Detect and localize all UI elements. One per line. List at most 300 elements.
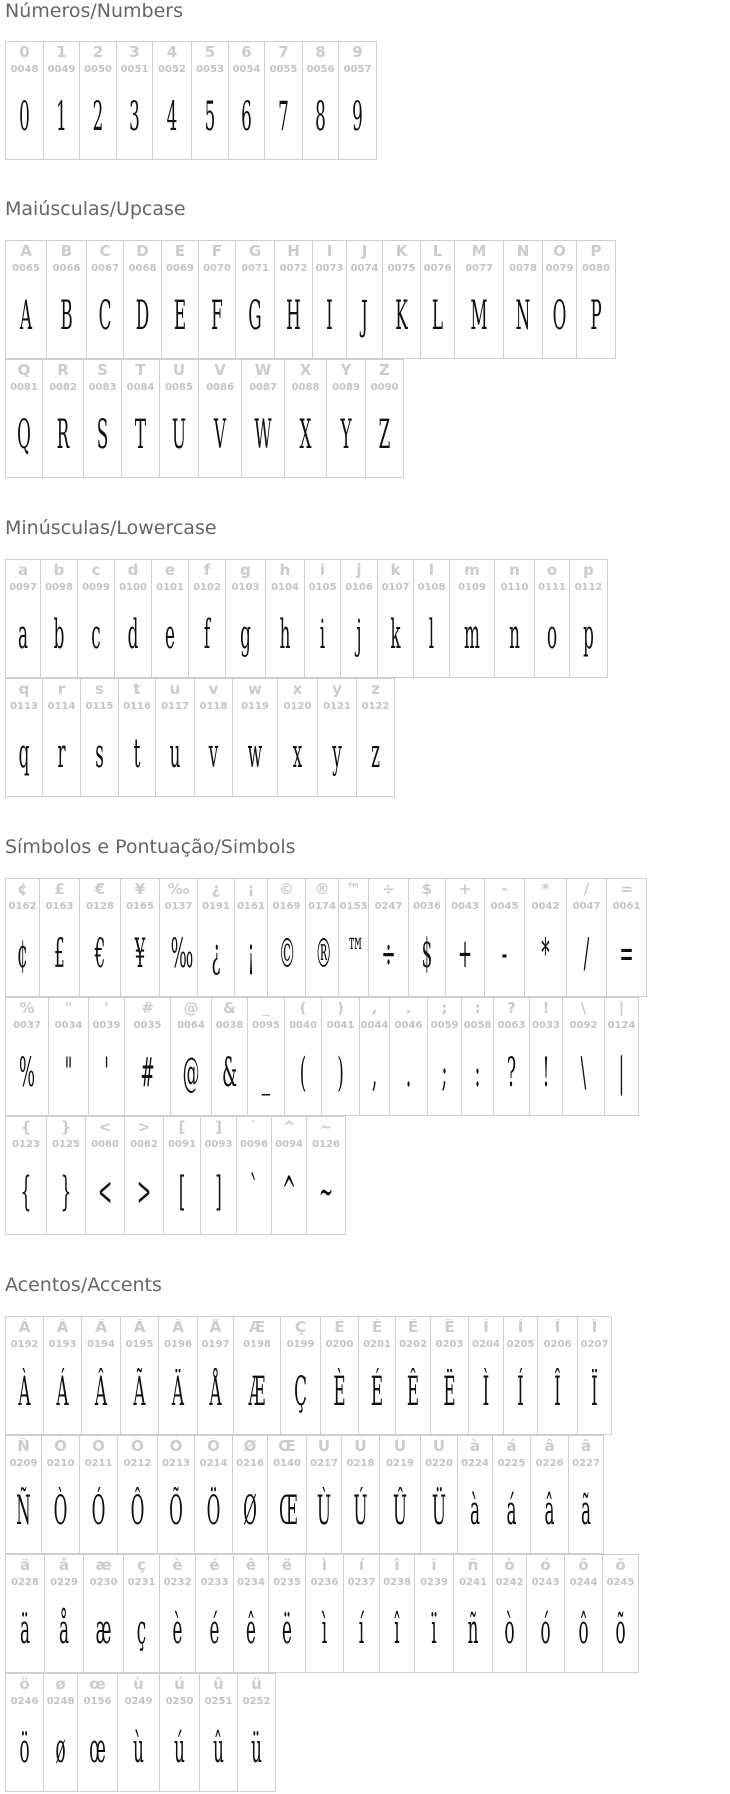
glyph-code: 0199 <box>286 1339 315 1350</box>
glyph-sample: ‰ <box>170 931 194 977</box>
glyph-sample: Á <box>56 1369 69 1415</box>
glyph-cell <box>226 560 266 677</box>
glyph-code: 0048 <box>10 64 39 75</box>
glyph-cell <box>339 42 377 159</box>
glyph-sample: Ü <box>431 1488 447 1534</box>
glyph-code: 0066 <box>52 263 81 274</box>
glyph-sample: € <box>94 931 106 977</box>
glyph-char-label: é <box>209 1557 220 1573</box>
glyph-char-label: u <box>169 681 181 697</box>
glyph-char-label: Ö <box>207 1438 220 1454</box>
glyph-cell <box>43 679 81 796</box>
glyph-char-label: \ <box>580 1000 587 1016</box>
glyph-char-label: œ <box>89 1676 106 1692</box>
glyph-code: 0106 <box>345 582 373 593</box>
glyph-sample: [ <box>178 1169 186 1215</box>
glyph-code: 0087 <box>249 382 277 393</box>
glyph-code: 0162 <box>8 901 37 912</box>
glyph-cell <box>344 1555 380 1672</box>
glyph-char-label: Ó <box>92 1438 105 1454</box>
glyph-row-upcase-2 <box>5 359 404 478</box>
glyph-char-label: d <box>127 562 139 578</box>
glyph-sample: Ó <box>91 1488 106 1534</box>
glyph-sample: Í <box>517 1369 524 1415</box>
glyph-cell <box>121 879 160 996</box>
glyph-cell <box>446 879 485 996</box>
glyph-cell <box>195 1436 233 1553</box>
glyph-sample: 3 <box>129 94 140 140</box>
glyph-code: 0203 <box>435 1339 464 1350</box>
glyph-char-label: + <box>458 881 472 897</box>
glyph-sample: g <box>240 612 251 658</box>
glyph-char-label: 1 <box>56 44 67 60</box>
glyph-sample: è <box>172 1607 183 1653</box>
glyph-code: 0108 <box>417 582 446 593</box>
glyph-char-label: À <box>18 1319 31 1335</box>
glyph-cell <box>160 1674 200 1791</box>
glyph-cell <box>570 560 608 677</box>
glyph-sample: Î <box>554 1369 561 1415</box>
glyph-code: 0216 <box>236 1458 264 1469</box>
glyph-code: 0231 <box>127 1577 156 1588</box>
glyph-code: 0039 <box>92 1020 121 1031</box>
glyph-code: 0068 <box>128 263 157 274</box>
glyph-code: 0109 <box>458 582 486 593</box>
glyph-code: 0241 <box>459 1577 487 1588</box>
glyph-cell <box>369 879 409 996</box>
glyph-char-label: Ñ <box>17 1438 30 1454</box>
glyph-cell <box>41 560 78 677</box>
glyph-row-upcase-1 <box>5 240 616 359</box>
glyph-code: 0195 <box>125 1339 154 1350</box>
glyph-cell <box>87 241 124 358</box>
glyph-char-label: ‰ <box>167 881 190 897</box>
glyph-cell <box>347 241 383 358</box>
glyph-char-label: w <box>248 681 262 697</box>
glyph-cell <box>156 679 195 796</box>
glyph-sample: È <box>333 1369 346 1415</box>
glyph-sample: | <box>618 1050 625 1096</box>
glyph-char-label: F <box>211 243 223 259</box>
glyph-cell <box>450 560 495 677</box>
glyph-cell <box>43 360 84 477</box>
glyph-sample: Q <box>17 412 31 458</box>
glyph-row-accents-4 <box>5 1673 276 1792</box>
glyph-char-label: È <box>334 1319 345 1335</box>
glyph-sample: 8 <box>315 94 326 140</box>
glyph-cell <box>198 879 235 996</box>
glyph-cell <box>159 1317 198 1434</box>
glyph-code: 0126 <box>312 1139 340 1150</box>
glyph-char-label: U <box>172 362 186 378</box>
glyph-char-label: { <box>20 1119 32 1135</box>
glyph-char-label: Á <box>56 1319 69 1335</box>
glyph-code: 0153 <box>339 901 368 912</box>
glyph-cell <box>248 998 285 1115</box>
glyph-code: 0245 <box>606 1577 635 1588</box>
glyph-cell <box>285 998 322 1115</box>
glyph-cell <box>6 1674 44 1791</box>
glyph-code: 0036 <box>413 901 441 912</box>
glyph-char-label: B <box>60 243 73 259</box>
glyph-sample: Ñ <box>16 1488 31 1534</box>
glyph-code: 0226 <box>535 1458 564 1469</box>
glyph-sample: , <box>371 1050 378 1096</box>
glyph-code: 0204 <box>472 1339 500 1350</box>
glyph-cell <box>158 1436 195 1553</box>
glyph-cell <box>495 560 535 677</box>
section-title-symbols: Símbolos e Pontuação/Simbols <box>5 836 296 858</box>
glyph-sample: = <box>619 931 634 977</box>
glyph-sample: á <box>506 1488 517 1534</box>
glyph-code: 0242 <box>495 1577 524 1588</box>
glyph-char-label: D <box>136 243 149 259</box>
glyph-cell <box>189 560 226 677</box>
glyph-code: 0074 <box>350 263 379 274</box>
glyph-cell <box>455 241 504 358</box>
glyph-cell <box>192 42 229 159</box>
glyph-sample: A <box>19 293 33 339</box>
glyph-code: 0059 <box>430 1020 459 1031</box>
glyph-cell <box>493 1436 531 1553</box>
glyph-char-label: A <box>20 243 32 259</box>
glyph-char-label: ü <box>251 1676 262 1692</box>
glyph-sample: É <box>370 1369 384 1415</box>
glyph-cell <box>164 1117 201 1234</box>
glyph-code: 0219 <box>386 1458 414 1469</box>
glyph-char-label: 2 <box>92 44 104 60</box>
glyph-sample: ] <box>215 1169 222 1215</box>
glyph-char-label: Z <box>379 362 390 378</box>
glyph-cell <box>160 879 198 996</box>
glyph-code: 0093 <box>204 1139 233 1150</box>
glyph-row-accents-1 <box>5 1316 612 1435</box>
glyph-char-label: Î <box>554 1319 561 1335</box>
glyph-code: 0054 <box>232 64 261 75</box>
glyph-code: 0095 <box>252 1020 280 1031</box>
glyph-cell <box>414 560 450 677</box>
glyph-cell <box>6 879 40 996</box>
glyph-char-label: q <box>18 681 30 697</box>
glyph-sample: ó <box>540 1607 551 1653</box>
glyph-sample: 7 <box>278 94 289 140</box>
glyph-sample: r <box>57 731 66 777</box>
glyph-sample: t <box>133 731 141 777</box>
glyph-char-label: # <box>141 1000 154 1016</box>
glyph-cell <box>199 241 236 358</box>
glyph-code: 0125 <box>52 1139 80 1150</box>
glyph-cell <box>366 360 404 477</box>
glyph-char-label: ò <box>504 1557 515 1573</box>
glyph-code: 0070 <box>203 263 231 274</box>
glyph-row-accents-3 <box>5 1554 639 1673</box>
glyph-cell <box>6 998 49 1115</box>
glyph-char-label: ? <box>507 1000 516 1016</box>
glyph-sample: ô <box>578 1607 589 1653</box>
glyph-cell <box>171 998 212 1115</box>
glyph-code: 0115 <box>85 701 114 712</box>
glyph-char-label: H <box>287 243 300 259</box>
glyph-sample: À <box>18 1369 31 1415</box>
glyph-cell <box>235 879 268 996</box>
glyph-code: 0060 <box>91 1139 119 1150</box>
glyph-sample: Æ <box>248 1369 266 1415</box>
glyph-char-label: î <box>394 1557 400 1573</box>
glyph-char-label: à <box>469 1438 481 1454</box>
glyph-cell <box>86 1117 125 1234</box>
glyph-cell <box>306 1555 344 1672</box>
glyph-char-label: Ü <box>432 1438 446 1454</box>
glyph-code: 0224 <box>461 1458 489 1469</box>
glyph-cell <box>119 679 156 796</box>
glyph-sample: ë <box>282 1607 292 1653</box>
glyph-sample: i <box>319 612 326 658</box>
glyph-cell <box>396 1317 431 1434</box>
glyph-sample: $ <box>421 931 433 977</box>
glyph-cell <box>272 1117 307 1234</box>
glyph-sample: k <box>390 612 401 658</box>
glyph-code: 0230 <box>89 1577 118 1588</box>
glyph-sample: ç <box>136 1607 147 1653</box>
glyph-sample: l <box>428 612 435 658</box>
glyph-char-label: ó <box>540 1557 551 1573</box>
glyph-code: 0246 <box>10 1696 39 1707</box>
glyph-sample: â <box>544 1488 555 1534</box>
glyph-sample: ü <box>251 1726 262 1772</box>
glyph-char-label: Ê <box>407 1319 419 1335</box>
glyph-code: 0214 <box>199 1458 228 1469</box>
glyph-code: 0053 <box>196 64 224 75</box>
glyph-cell <box>45 1555 84 1672</box>
glyph-char-label: 8 <box>315 44 326 60</box>
glyph-cell <box>47 1117 86 1234</box>
glyph-sample: e <box>165 612 175 658</box>
glyph-cell <box>543 241 577 358</box>
glyph-char-label: Ù <box>317 1438 331 1454</box>
glyph-sample: ¢ <box>17 931 28 977</box>
glyph-code: 0174 <box>308 901 336 912</box>
glyph-cell <box>160 1555 196 1672</box>
glyph-cell <box>605 998 639 1115</box>
glyph-cell <box>200 1674 238 1791</box>
glyph-code: 0052 <box>158 64 186 75</box>
glyph-code: 0105 <box>308 582 337 593</box>
glyph-sample: P <box>590 293 602 339</box>
glyph-cell <box>390 998 428 1115</box>
glyph-char-label: ) <box>337 1000 344 1016</box>
glyph-cell <box>535 560 570 677</box>
glyph-code: 0082 <box>49 382 77 393</box>
glyph-code: 0040 <box>289 1020 317 1031</box>
glyph-sample: ï <box>431 1607 437 1653</box>
glyph-sample: % <box>19 1050 35 1096</box>
glyph-code: 0072 <box>279 263 308 274</box>
glyph-cell <box>378 560 414 677</box>
glyph-sample: a <box>17 612 29 658</box>
glyph-code: 0123 <box>12 1139 40 1150</box>
glyph-char-label: ! <box>542 1000 550 1016</box>
glyph-code: 0249 <box>124 1696 153 1707</box>
glyph-code: 0050 <box>84 64 112 75</box>
glyph-code: 0045 <box>490 901 519 912</box>
glyph-cell <box>242 360 285 477</box>
glyph-char-label: * <box>541 881 550 897</box>
glyph-sample: C <box>98 293 112 339</box>
glyph-char-label: © <box>279 881 294 897</box>
glyph-code: 0213 <box>162 1458 190 1469</box>
glyph-char-label: ë <box>281 1557 293 1573</box>
glyph-char-label: Ø <box>243 1438 257 1454</box>
glyph-sample: ® <box>315 931 333 977</box>
glyph-cell <box>124 1555 160 1672</box>
glyph-cell <box>380 1436 421 1553</box>
glyph-code: 0112 <box>574 582 603 593</box>
glyph-code: 0047 <box>572 901 601 912</box>
glyph-sample: L <box>431 293 444 339</box>
glyph-char-label: ® <box>314 881 330 897</box>
glyph-code: 0120 <box>283 701 312 712</box>
glyph-code: 0104 <box>271 582 299 593</box>
glyph-cell <box>6 1317 44 1434</box>
glyph-sample: Ô <box>130 1488 145 1534</box>
glyph-cell <box>89 998 125 1115</box>
glyph-sample: D <box>135 293 150 339</box>
glyph-char-label: ç <box>137 1557 146 1573</box>
glyph-code: 0102 <box>193 582 221 593</box>
glyph-cell <box>80 879 121 996</box>
glyph-cell <box>6 42 44 159</box>
glyph-char-label: y <box>332 681 342 697</box>
glyph-char-label: z <box>371 681 380 697</box>
glyph-sample: Ø <box>243 1488 257 1534</box>
glyph-cell <box>198 1317 234 1434</box>
glyph-cell <box>84 360 122 477</box>
glyph-code: 0080 <box>582 263 610 274</box>
glyph-code: 0090 <box>370 382 399 393</box>
glyph-sample: 6 <box>241 94 252 140</box>
glyph-sample: Ë <box>443 1369 456 1415</box>
section-title-numbers: Números/Numbers <box>5 0 183 22</box>
glyph-char-label: R <box>57 362 69 378</box>
glyph-cell <box>409 879 446 996</box>
glyph-char-label: s <box>95 681 104 697</box>
glyph-cell <box>421 241 455 358</box>
glyph-char-label: ì <box>321 1557 328 1573</box>
glyph-cell <box>125 1117 164 1234</box>
glyph-cell <box>122 360 160 477</box>
glyph-char-label: ä <box>19 1557 31 1573</box>
glyph-code: 0088 <box>291 382 320 393</box>
glyph-sample: ã <box>580 1488 592 1534</box>
glyph-char-label: Ú <box>354 1438 367 1454</box>
glyph-code: 0055 <box>269 64 298 75</box>
glyph-char-label: 7 <box>278 44 289 60</box>
glyph-sample: ò <box>504 1607 515 1653</box>
glyph-code: 0212 <box>123 1458 152 1469</box>
glyph-sample: J <box>361 293 368 339</box>
glyph-code: 0197 <box>201 1339 230 1350</box>
glyph-sample: ä <box>19 1607 31 1653</box>
glyph-sample: d <box>127 612 139 658</box>
glyph-char-label: [ <box>178 1119 186 1135</box>
glyph-cell <box>275 241 313 358</box>
glyph-cell <box>341 560 378 677</box>
glyph-sample: Ö <box>206 1488 221 1534</box>
glyph-sample: © <box>278 931 296 977</box>
glyph-code: 0118 <box>199 701 228 712</box>
glyph-code: 0062 <box>130 1139 158 1150</box>
glyph-sample: c <box>91 612 101 658</box>
glyph-sample: ` <box>249 1169 259 1215</box>
glyph-code: 0193 <box>48 1339 77 1350</box>
glyph-sample: Ï <box>591 1369 598 1415</box>
glyph-cell <box>569 1436 604 1553</box>
glyph-code: 0121 <box>323 701 351 712</box>
glyph-char-label: Ô <box>131 1438 144 1454</box>
glyph-sample: j <box>356 612 362 658</box>
glyph-char-label: 5 <box>204 44 216 60</box>
glyph-code: 0098 <box>45 582 73 593</box>
glyph-sample: é <box>209 1607 220 1653</box>
glyph-sample: @ <box>182 1050 200 1096</box>
glyph-code: 0196 <box>164 1339 192 1350</box>
glyph-cell <box>565 1555 603 1672</box>
glyph-char-label: Æ <box>248 1319 266 1335</box>
glyph-code: 0201 <box>363 1339 391 1350</box>
glyph-char-label: Â <box>95 1319 107 1335</box>
glyph-char-label: . <box>405 1000 412 1016</box>
glyph-sample: p <box>583 612 594 658</box>
glyph-sample: Ã <box>133 1369 146 1415</box>
glyph-code: 0218 <box>346 1458 375 1469</box>
glyph-cell <box>360 998 390 1115</box>
glyph-sample: - <box>501 931 508 977</box>
glyph-code: 0229 <box>50 1577 78 1588</box>
glyph-code: 0099 <box>82 582 110 593</box>
glyph-sample: à <box>469 1488 481 1534</box>
glyph-char-label: C <box>99 243 111 259</box>
glyph-sample: f <box>203 612 211 658</box>
glyph-char-label: ¡ <box>247 881 255 897</box>
glyph-sample: 1 <box>56 94 67 140</box>
glyph-row-lowercase-1 <box>5 559 608 678</box>
glyph-cell <box>285 360 327 477</box>
glyph-sample: X <box>299 412 312 458</box>
glyph-char-label: £ <box>54 881 65 897</box>
glyph-code: 0156 <box>83 1696 112 1707</box>
glyph-cell <box>321 1317 359 1434</box>
glyph-cell <box>318 679 357 796</box>
glyph-char-label: Å <box>209 1319 222 1335</box>
glyph-sample: b <box>53 612 65 658</box>
glyph-sample: H <box>286 293 301 339</box>
glyph-code: 0217 <box>310 1458 338 1469</box>
glyph-char-label: @ <box>183 1000 199 1016</box>
section-title-accents: Acentos/Accents <box>5 1274 162 1296</box>
glyph-char-label: e <box>164 562 176 578</box>
glyph-sample: Ù <box>316 1488 332 1534</box>
glyph-cell <box>269 1555 306 1672</box>
glyph-char-label: ê <box>245 1557 257 1573</box>
glyph-sample: ' <box>104 1050 109 1096</box>
glyph-char-label: r <box>57 681 66 697</box>
glyph-char-label: = <box>620 881 633 897</box>
glyph-code: 0046 <box>394 1020 423 1031</box>
glyph-char-label: ™ <box>346 881 361 897</box>
glyph-sample: ¿ <box>211 931 221 977</box>
glyph-char-label: ` <box>250 1119 258 1135</box>
glyph-sample: K <box>395 293 408 339</box>
